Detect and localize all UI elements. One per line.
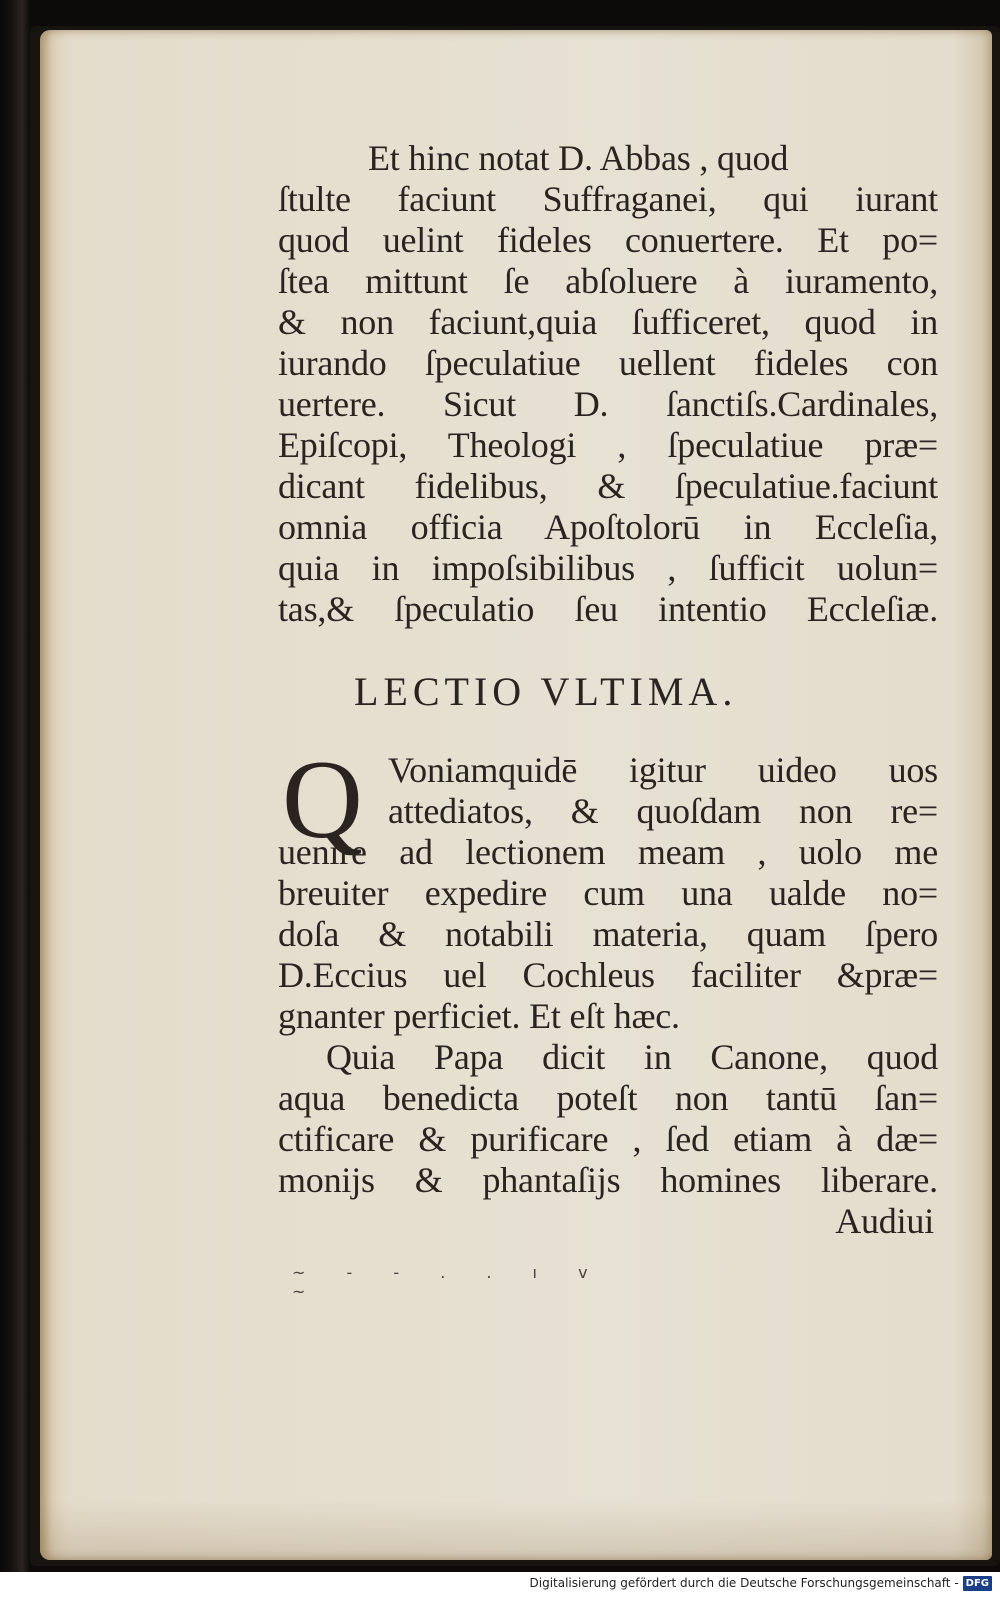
text-line: D.Eccius uel Cochleus faciliter &præ=	[278, 955, 938, 995]
text-line: dicant fidelibus, & ſpeculatiue.faciunt	[278, 466, 938, 506]
text-line: Epiſcopi, Theologi , ſpeculatiue præ=	[278, 425, 938, 465]
text-line: gnanter perficiet. Et eſt hæc.	[278, 996, 680, 1036]
text-line: ſtea mittunt ſe abſoluere à iuramento,	[278, 261, 938, 301]
text-line: attediatos, & quoſdam non re=	[388, 791, 938, 831]
dfg-logo-icon: DFG	[963, 1576, 992, 1591]
text-line: omnia officia Apoſtolorū in Eccleſia,	[278, 507, 938, 547]
text-line: ſtulte faciunt Suffraganei, qui iurant	[278, 179, 938, 219]
text-line: aqua benedicta poteſt non tantū ſan=	[278, 1078, 938, 1118]
text-line: tas,& ſpeculatio ſeu intentio Eccleſiæ.	[278, 589, 938, 629]
page-text	[278, 138, 938, 1242]
text-line: ctificare & purificare , ſed etiam à dæ=	[278, 1119, 938, 1159]
text-line: doſa & notabili materia, quam ſpero	[278, 914, 938, 954]
digitization-credit	[530, 1574, 993, 1592]
text-line: monijs & phantaſijs homines liberare.	[278, 1160, 938, 1200]
text-line: Quia Papa dicit in Canone, quod	[326, 1037, 938, 1077]
text-line: Et hinc notat D. Abbas , quod	[368, 138, 789, 178]
page-edge-shadow	[40, 1500, 992, 1560]
text-line: iurando ſpeculatiue uellent fideles con	[278, 343, 938, 383]
catchword: Audiui	[835, 1201, 934, 1241]
text-line: uenire ad lectionem meam , uolo me	[278, 832, 938, 872]
text-line: quod uelint fideles conuertere. Et po=	[278, 220, 938, 260]
text-line: breuiter expedire cum una ualde no=	[278, 873, 938, 913]
drop-cap-initial: Q	[282, 738, 363, 862]
section-heading: LECTIO VLTIMA.	[354, 669, 738, 714]
text-line: uertere. Sicut D. ſanctiſs.Cardinales,	[278, 384, 938, 424]
credit-text: Digitalisierung gefördert durch die Deutsche Forschungsgemeinschaft -	[529, 1576, 959, 1590]
text-line: Voniamquidē igitur uideo uos	[388, 750, 938, 790]
printer-marks: ~ - - . . ı v ~	[292, 1263, 606, 1301]
text-line: quia in impoſsibilibus , ſufficit uolun=	[278, 548, 938, 588]
text-line: & non faciunt,quia ſufficeret, quod in	[278, 302, 938, 342]
